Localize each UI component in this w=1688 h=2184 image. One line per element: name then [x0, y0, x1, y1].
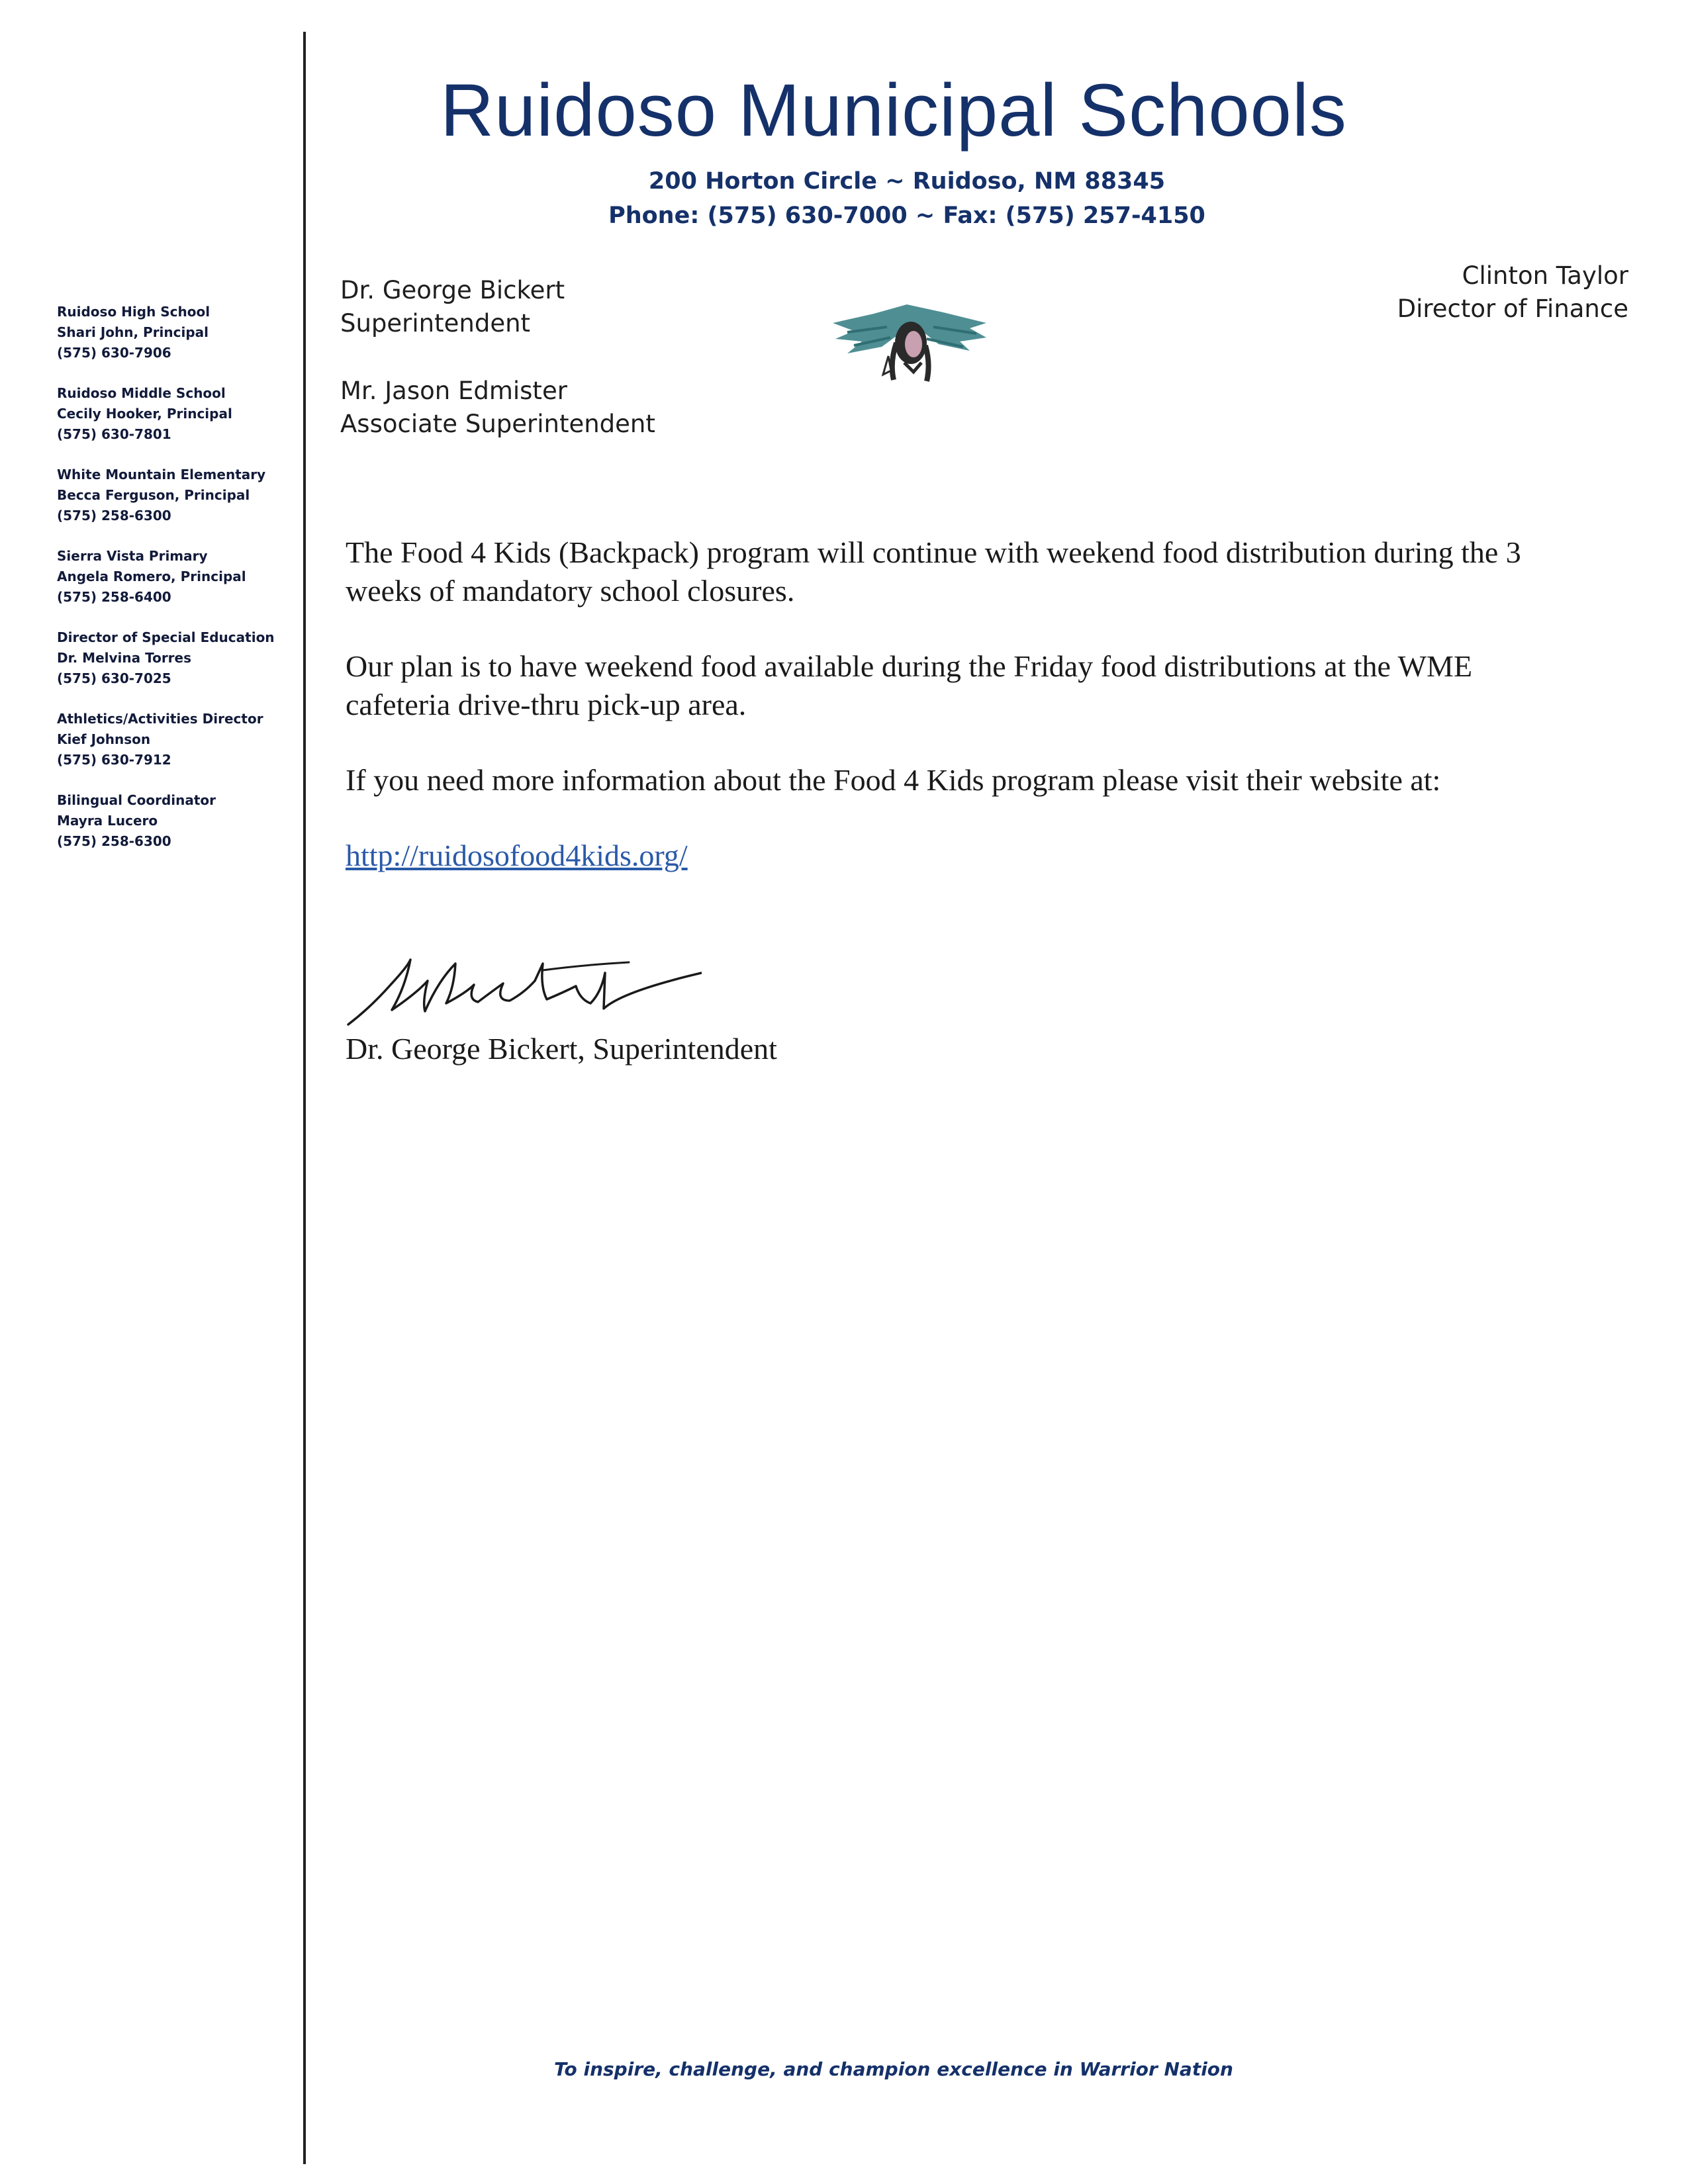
sidebar-entry-special-education [57, 627, 295, 689]
associate-superintendent-name: Mr. Jason Edmister [340, 377, 567, 405]
warrior-head-logo-icon [827, 290, 993, 389]
sidebar-entry-phone: (575) 258-6400 [57, 589, 171, 605]
sidebar-entry-person: Shari John, Principal [57, 324, 209, 340]
website-link[interactable]: http://ruidosofood4kids.org/ [346, 839, 688, 872]
sidebar-entry-label: Sierra Vista Primary [57, 548, 208, 564]
finance-director-name: Clinton Taylor [1462, 261, 1628, 290]
sidebar-entry-athletics [57, 709, 295, 770]
sidebar-contacts [57, 302, 295, 872]
staff-right-block [1397, 259, 1628, 326]
sidebar-entry-elementary [57, 465, 295, 526]
sidebar-entry-person: Dr. Melvina Torres [57, 650, 192, 666]
sidebar-entry-label: Ruidoso High School [57, 304, 211, 320]
associate-superintendent-title: Associate Superintendent [340, 410, 655, 438]
sidebar-entry-label: Director of Special Education [57, 629, 275, 645]
sidebar-entry-middle-school [57, 383, 295, 445]
letter-body [346, 533, 1524, 875]
sidebar-entry-high-school [57, 302, 295, 363]
sidebar-entry-phone: (575) 258-6300 [57, 833, 171, 849]
sidebar-entry-bilingual [57, 790, 295, 852]
superintendent-name: Dr. George Bickert [340, 276, 565, 304]
sidebar-entry-phone: (575) 630-7912 [57, 752, 171, 768]
sidebar-entry-phone: (575) 630-7025 [57, 670, 171, 686]
letterhead-phone-fax: Phone: (575) 630-7000 ~ Fax: (575) 257-4150 [608, 203, 1205, 229]
sidebar-entry-label: Bilingual Coordinator [57, 792, 216, 808]
letterhead-title: Ruidoso Municipal Schools [440, 69, 1347, 152]
sidebar-entry-person: Cecily Hooker, Principal [57, 406, 232, 422]
paragraph-more-info: If you need more information about the Food 4 Kids program please visit their website at: [346, 763, 1441, 797]
sidebar-entry-person: Becca Ferguson, Principal [57, 487, 250, 503]
sidebar-entry-label: Athletics/Activities Director [57, 711, 263, 727]
sidebar-entry-person: Kief Johnson [57, 731, 151, 747]
superintendent-title: Superintendent [340, 309, 531, 338]
handwritten-signature [344, 946, 702, 1032]
paragraph-program-continues: The Food 4 Kids (Backpack) program will continue with weekend food distribution during the 3 weeks of mandatory school closures. [346, 535, 1521, 608]
footer-motto: To inspire, challenge, and champion excellence in Warrior Nation [554, 2058, 1233, 2080]
letterhead-address: 200 Horton Circle ~ Ruidoso, NM 88345 [648, 168, 1166, 195]
sidebar-entry-label: Ruidoso Middle School [57, 385, 226, 401]
sidebar-entry-primary [57, 546, 295, 608]
sidebar-entry-person: Mayra Lucero [57, 813, 158, 829]
signer-name: Dr. George Bickert, Superintendent [346, 1032, 777, 1066]
vertical-divider [303, 32, 306, 2164]
finance-director-title: Director of Finance [1397, 295, 1628, 323]
sidebar-entry-phone: (575) 258-6300 [57, 508, 171, 523]
sidebar-entry-label: White Mountain Elementary [57, 467, 266, 482]
paragraph-distribution-plan: Our plan is to have weekend food available during the Friday food distributions at the WME cafeteria drive-thru pick-up area. [346, 649, 1473, 721]
sidebar-entry-person: Angela Romero, Principal [57, 569, 246, 584]
staff-left-block [340, 274, 655, 441]
sidebar-entry-phone: (575) 630-7906 [57, 345, 171, 361]
sidebar-entry-phone: (575) 630-7801 [57, 426, 171, 442]
